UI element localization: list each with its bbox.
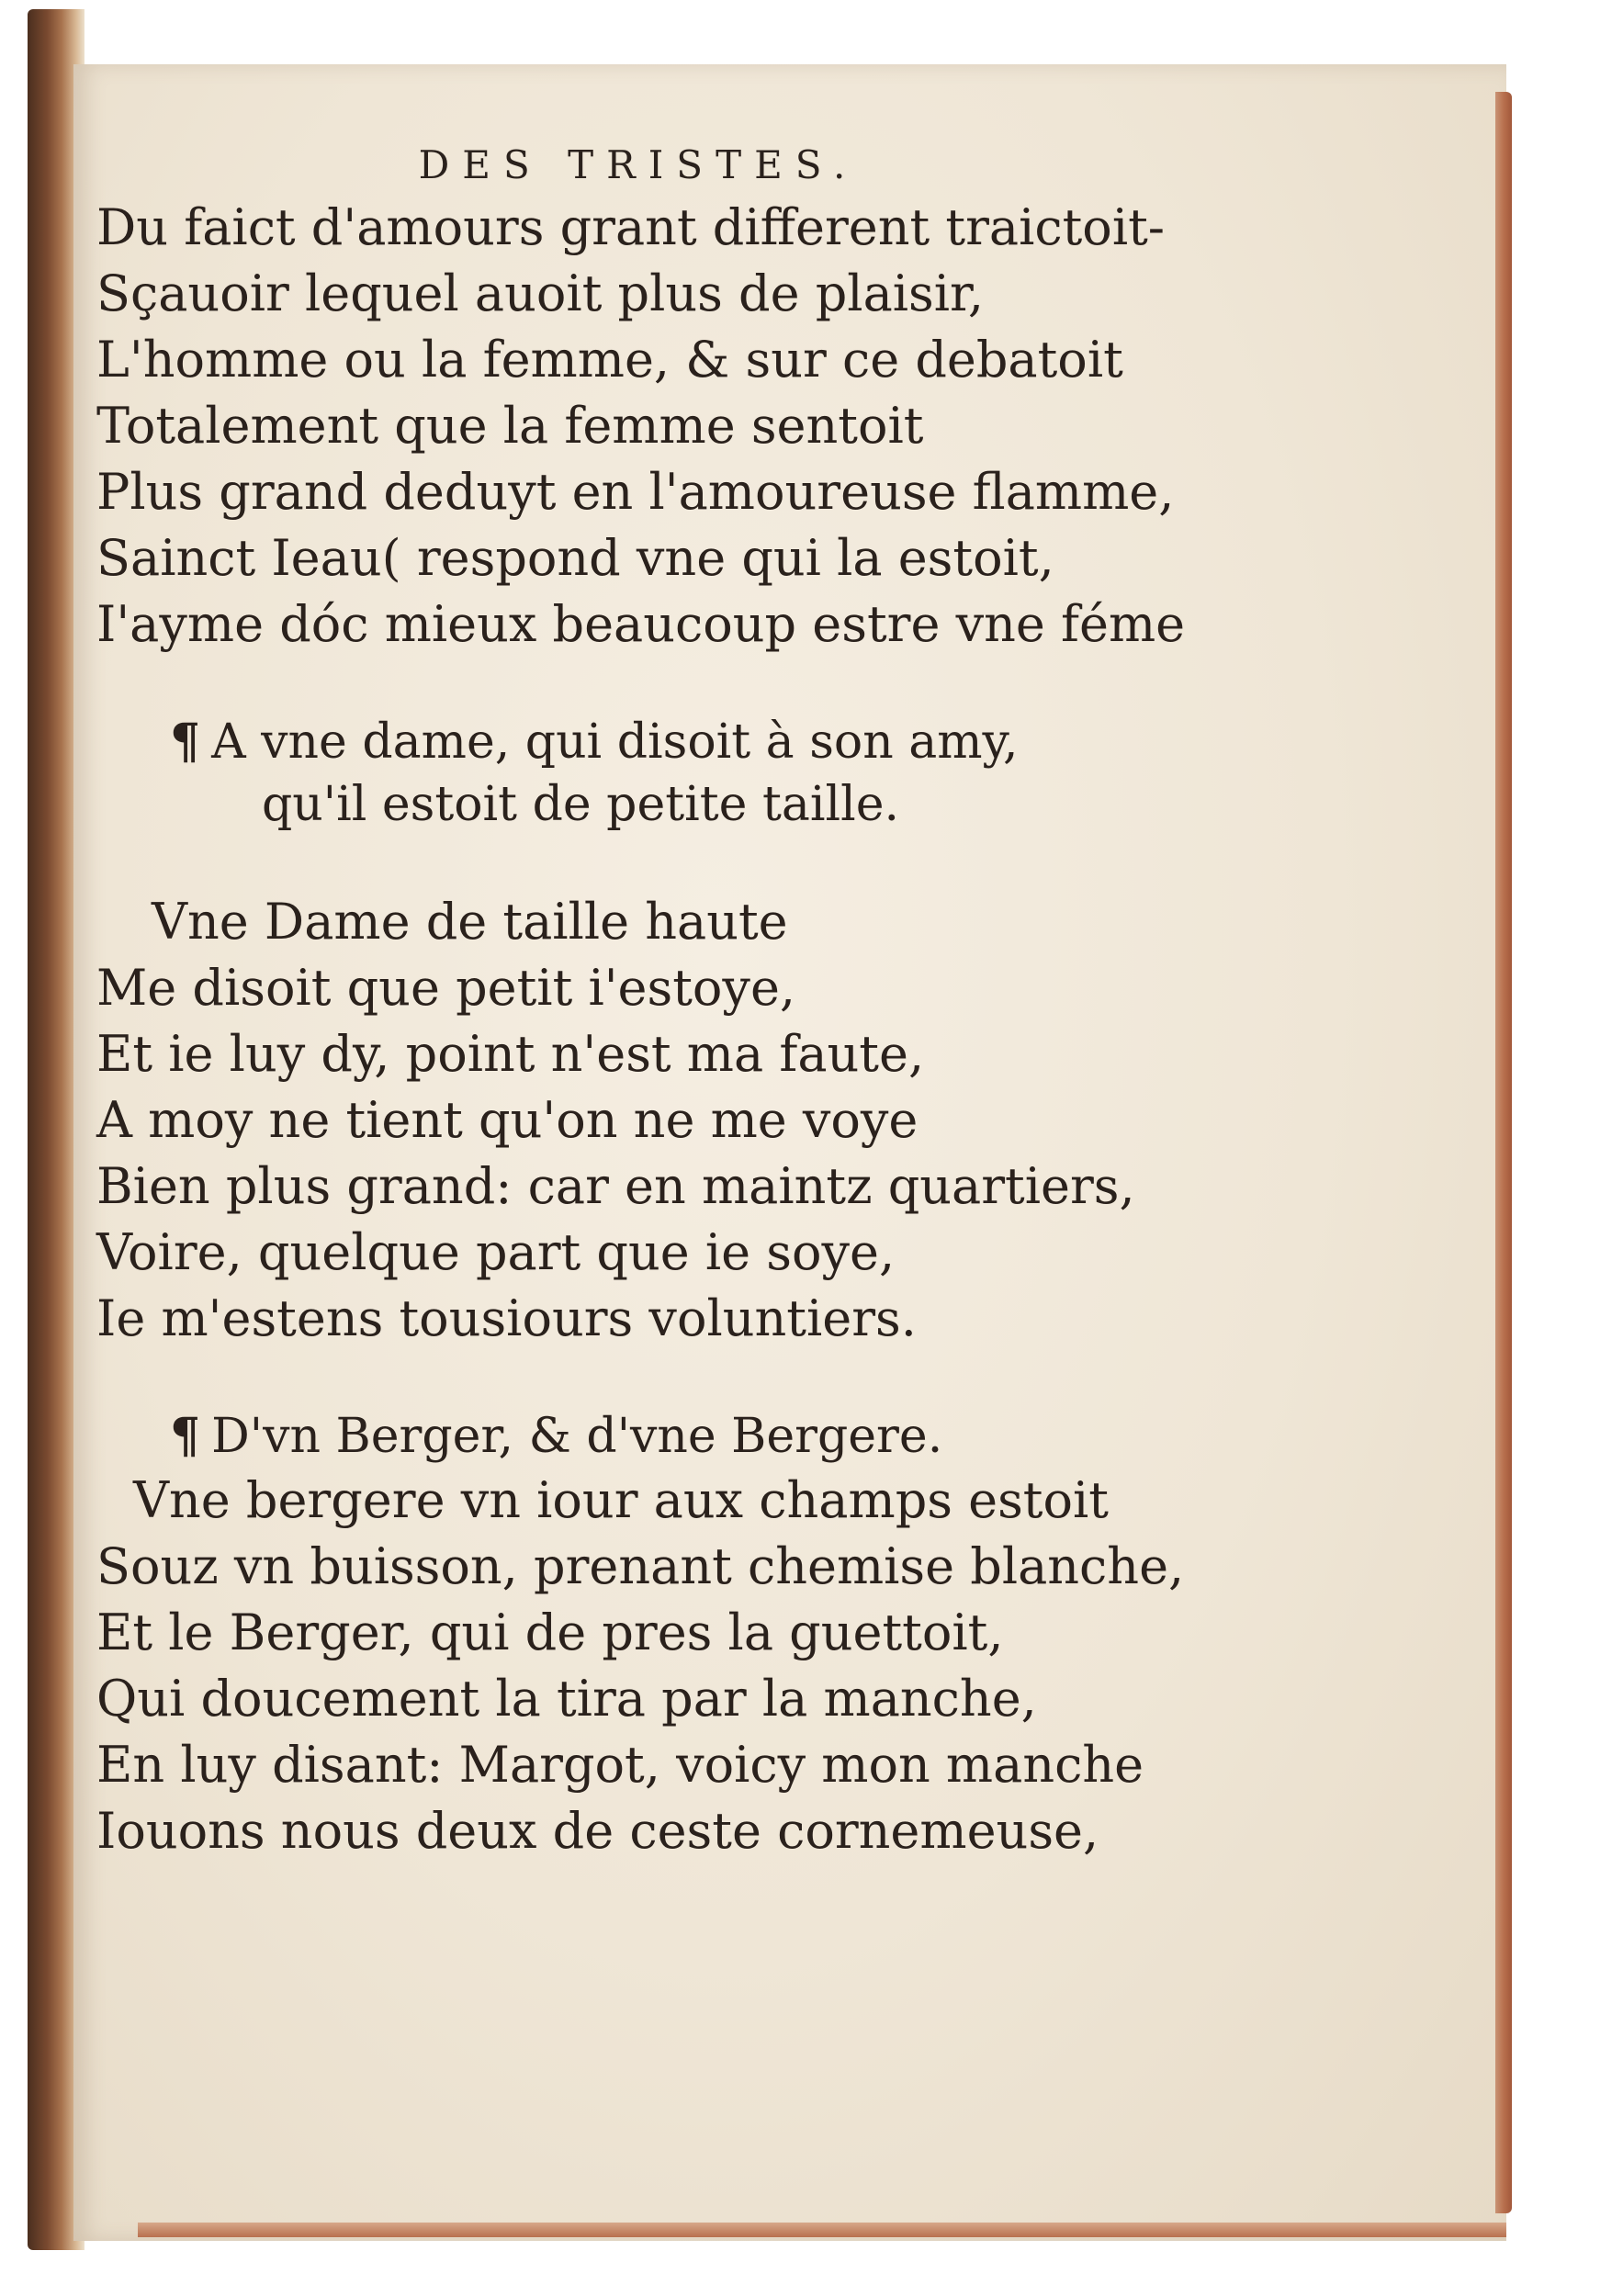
poem-title [96,1405,1419,1468]
verse-line: Et ie luy dy, point n'est ma faute, [96,1025,925,1083]
verse-line: Ie m'estens tousiours voluntiers. [96,1289,917,1347]
verse-line: Souz vn buisson, prenant chemise blanche, [96,1537,1185,1595]
poem-3-heading [96,1405,1419,1468]
verse-line: Sainct Ieau( respond vne qui la estoit, [96,529,1054,587]
page-bottom-edge [138,2223,1506,2237]
verse-line: L'homme ou la femme, & sur ce debatoit [96,331,1123,388]
verse-line: En luy disant: Margot, voicy mon manche [96,1736,1144,1794]
page-text [96,142,1419,1864]
poem-title [96,711,1419,773]
verse-line: Me disoit que petit i'estoye, [96,959,796,1017]
verse-line: Qui doucement la tira par la manche, [96,1670,1037,1728]
verse-line: Voire, quelque part que ie soye, [96,1223,896,1281]
verse-line: Totalement que la femme sentoit [96,397,924,455]
verse-line: A moy ne tient qu'on ne me voye [96,1091,919,1149]
poem-3 [96,1468,1419,1864]
poem-title-continued: qu'il estoit de petite taille. [262,777,900,832]
verse-line: Du faict d'amours grant different traictoit- [96,198,1166,256]
poem-2 [96,889,1419,1352]
verse-line: Vne Dame de taille haute [152,893,788,951]
poem-1 [96,195,1419,658]
page-fore-edge [1495,92,1512,2213]
verse-line: Plus grand deduyt en l'amoureuse flamme, [96,463,1175,521]
verse-line: Bien plus grand: car en maintz quartiers, [96,1157,1135,1215]
pilcrow-icon: ¶ [170,714,201,770]
running-head: DES TRISTES. [418,142,859,187]
poem-2-heading [96,711,1419,836]
verse-line: Vne bergere vn iour aux champs estoit [133,1471,1109,1529]
verse-line: Iouons nous deux de ceste cornemeuse, [96,1802,1099,1860]
verse-line: I'ayme dóc mieux beaucoup estre vne féme [96,595,1186,653]
poem-title-text: A vne dame, qui disoit à son amy, [211,715,1019,770]
pilcrow-icon: ¶ [170,1408,201,1464]
verse-line: Et le Berger, qui de pres la guettoit, [96,1604,1004,1661]
verse-line: Sçauoir lequel auoit plus de plaisir, [96,264,985,322]
poem-title-text: D'vn Berger, & d'vne Bergere. [211,1409,943,1464]
